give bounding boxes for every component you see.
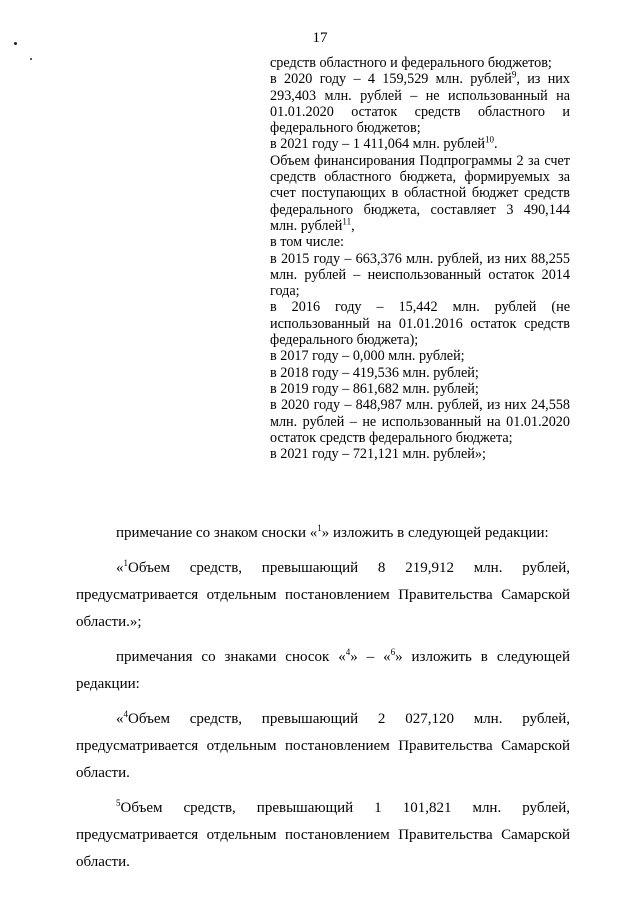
amendment-paragraph: примечание со знаком сноски «$^1$» изложить в следующей редакции: bbox=[116, 523, 549, 541]
financing-line: в 2021 году – 721,121 млн. рублей»; bbox=[270, 446, 486, 463]
financing-line: в том числе: bbox=[270, 234, 344, 251]
amendment-paragraph: примечания со знаками сносок «$^4$» – «$^6$» изложить в следующей редакции: bbox=[76, 647, 570, 692]
financing-line: в 2021 году – 1 411,064 млн. рублей$^{10}$. bbox=[270, 134, 498, 153]
financing-line: в 2016 году – 15,442 млн. рублей (не использованный на 01.01.2016 остаток средств федерального бюджета); bbox=[270, 299, 570, 349]
financing-line: в 2017 году – 0,000 млн. рублей; bbox=[270, 348, 465, 365]
page-number: 17 bbox=[312, 30, 328, 46]
financing-line: в 2015 году – 663,376 млн. рублей, из них 88,255 млн. рублей – неиспользованный остаток 2014 года; bbox=[270, 250, 570, 300]
financing-line: средств областного и федерального бюджетов; bbox=[270, 55, 552, 71]
financing-line: Объем финансирования Подпрограммы 2 за счет средств областного бюджета, формируемых за счет поступающих в областной бюджет средств федерального бюджета, составляет 3 490,144 млн. рублей$^{11}$, bbox=[270, 152, 570, 234]
financing-line: в 2018 году – 419,536 млн. рублей; bbox=[270, 364, 479, 381]
financing-line: в 2019 году – 861,682 млн. рублей; bbox=[270, 380, 479, 397]
footnote-paragraph: «$^1$Объем средств, превышающий 8 219,912 млн. рублей, предусматривается отдельным постановлением Правительства Самарской области.»; bbox=[76, 558, 570, 630]
scan-speck bbox=[30, 58, 32, 60]
financing-column bbox=[270, 55, 570, 462]
financing-line: в 2020 году – 848,987 млн. рублей, из них 24,558 млн. рублей – не использованный на 01.01.2020 остаток средств федерального бюджета; bbox=[270, 397, 570, 446]
scan-speck bbox=[14, 42, 17, 45]
footnote-paragraph: «$^4$Объем средств, превышающий 2 027,120 млн. рублей, предусматривается отдельным постановлением Правительства Самарской области. bbox=[76, 709, 570, 781]
footnote-paragraph: $^5$Объем средств, превышающий 1 101,821 млн. рублей, предусматривается отдельным постановлением Правительства Самарской области. bbox=[76, 798, 570, 870]
financing-line: в 2020 году – 4 159,529 млн. рублей$^9$, из них 293,403 млн. рублей – не использованный на 01.01.2020 остаток средств областного и федерального бюджетов; bbox=[270, 69, 570, 137]
amendment-text bbox=[76, 520, 570, 876]
